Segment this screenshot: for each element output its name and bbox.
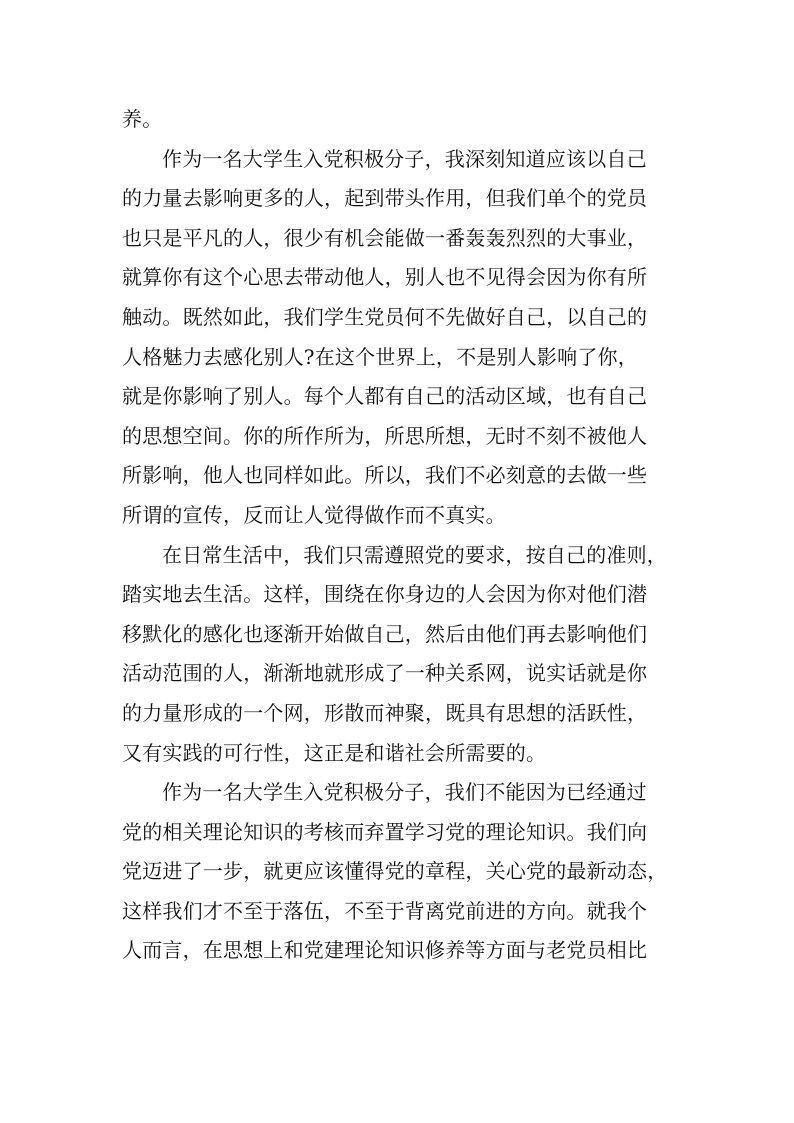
text-line: 所谓的宣传，反而让人觉得做作而不真实。 xyxy=(122,502,506,527)
text-line: 的力量形成的一个网，形散而神聚，既具有思想的活跃性， xyxy=(122,700,648,725)
text-line: 人格魅力去感化别人?在这个世界上，不是别人影响了你， xyxy=(122,344,638,369)
paragraph-first-line: 作为一名大学生入党积极分子，我们不能因为已经通过 xyxy=(162,780,647,805)
text-line: 党迈进了一步，就更应该懂得党的章程，关心党的最新动态， xyxy=(122,859,668,884)
text-line: 也只是平凡的人，很少有机会能做一番轰轰烈烈的大事业， xyxy=(122,225,648,250)
text-line: 党的相关理论知识的考核而弃置学习党的理论知识。我们向 xyxy=(122,819,648,844)
paragraph-first-line: 作为一名大学生入党积极分子，我深刻知道应该以自己 xyxy=(162,146,647,171)
document-body-text xyxy=(122,100,678,971)
text-line: 的思想空间。你的所作所为，所思所想，无时不刻不被他人 xyxy=(122,423,648,448)
text-line: 移默化的感化也逐渐开始做自己，然后由他们再去影响他们 xyxy=(122,621,648,646)
text-line: 触动。既然如此，我们学生党员何不先做好自己，以自己的 xyxy=(122,304,648,329)
text-line: 所影响，他人也同样如此。所以，我们不必刻意的去做一些 xyxy=(122,463,648,488)
text-line: 人而言，在思想上和党建理论知识修养等方面与老党员相比 xyxy=(122,938,648,963)
text-line: 就算你有这个心思去带动他人，别人也不见得会因为你有所 xyxy=(122,265,648,290)
text-line: 养。 xyxy=(122,107,163,131)
text-line: 就是你影响了别人。每个人都有自己的活动区域，也有自己 xyxy=(122,384,648,409)
text-line: 的力量去影响更多的人，起到带头作用，但我们单个的党员 xyxy=(122,186,648,211)
text-line: 活动范围的人，渐渐地就形成了一种关系网，说实话就是你 xyxy=(122,661,648,686)
paragraph-first-line: 在日常生活中，我们只需遵照党的要求，按自己的准则， xyxy=(162,542,667,567)
text-line: 这样我们才不至于落伍，不至于背离党前进的方向。就我个 xyxy=(122,898,648,923)
text-line: 又有实践的可行性，这正是和谐社会所需要的。 xyxy=(122,740,547,765)
text-line: 踏实地去生活。这样，围绕在你身边的人会因为你对他们潜 xyxy=(122,582,648,607)
